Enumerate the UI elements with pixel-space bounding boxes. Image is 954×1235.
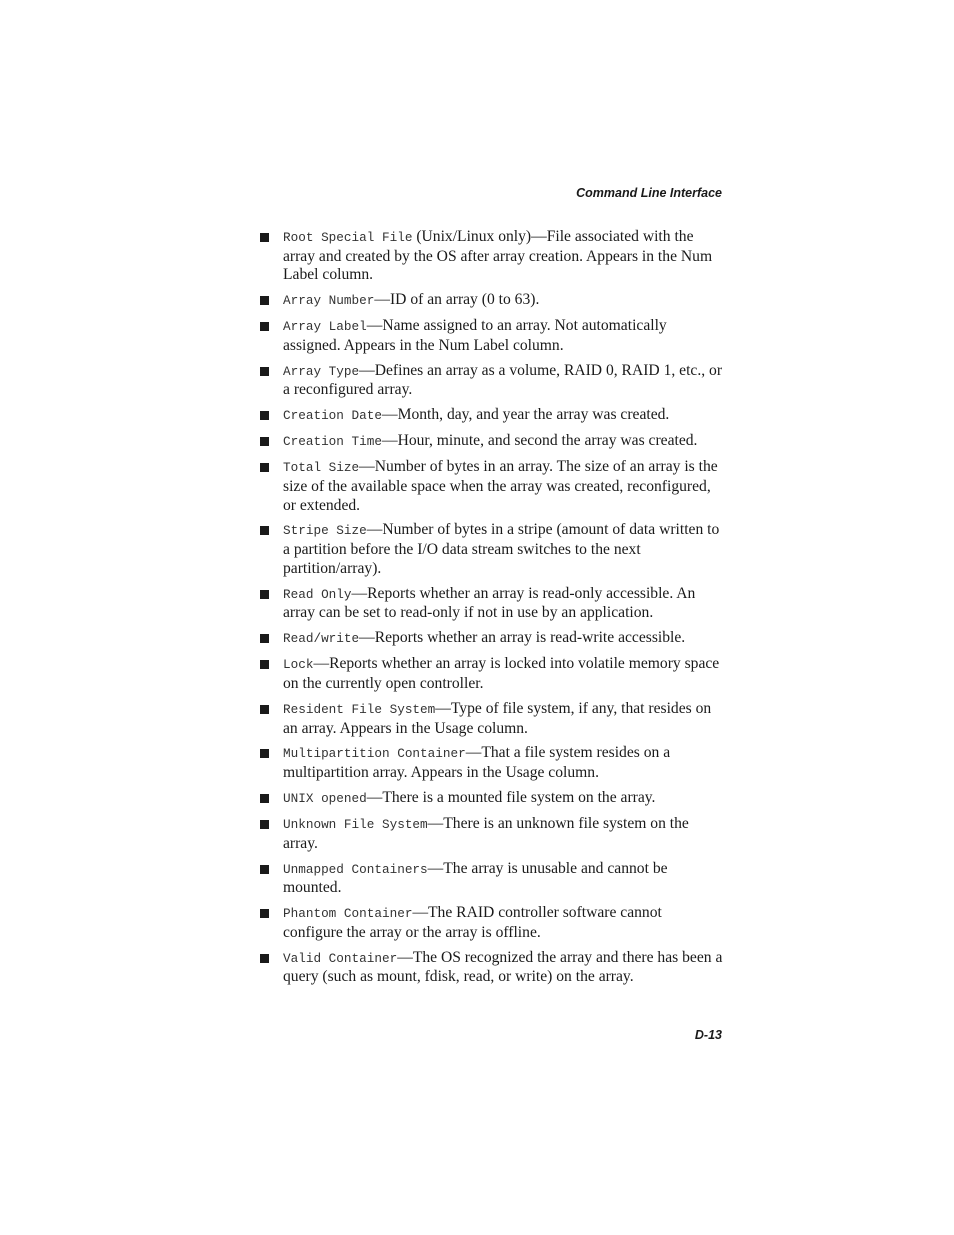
term: Lock bbox=[283, 657, 314, 673]
square-bullet-icon bbox=[260, 634, 269, 643]
list-item bbox=[260, 949, 725, 987]
square-bullet-icon bbox=[260, 233, 269, 242]
description: —Hour, minute, and second the array was created. bbox=[381, 432, 698, 450]
description: —Defines an array as a volume, RAID 0, RAID 1, etc., or a reconfigured array. bbox=[283, 361, 723, 399]
description: —Month, day, and year the array was created. bbox=[381, 406, 670, 424]
list-item bbox=[260, 228, 725, 285]
square-bullet-icon bbox=[260, 526, 269, 535]
definition-list bbox=[260, 228, 725, 993]
list-item bbox=[260, 815, 725, 853]
square-bullet-icon bbox=[260, 954, 269, 963]
square-bullet-icon bbox=[260, 322, 269, 331]
term: Creation Date bbox=[283, 408, 382, 424]
description: —Type of file system, if any, that resides on an array. Appears in the Usage column. bbox=[283, 699, 712, 737]
description: —The OS recognized the array and there has been a query (such as mount, fdisk, read, or write) on the array. bbox=[283, 948, 723, 986]
description: —Name assigned to an array. Not automatically assigned. Appears in the Num Label column. bbox=[283, 317, 667, 354]
term: Multipartition Container bbox=[283, 746, 466, 762]
description: —Reports whether an array is read-only accessible. An array can be set to read-only if not in use by an application. bbox=[283, 584, 696, 622]
description: (Unix/Linux only)—File associated with the array and created by the OS after array creation. Appears in the Num Label column. bbox=[283, 228, 713, 284]
list-item bbox=[260, 432, 725, 452]
term: Read Only bbox=[283, 586, 352, 602]
list-item bbox=[260, 362, 725, 400]
term: Creation Time bbox=[283, 434, 382, 450]
list-item bbox=[260, 860, 725, 898]
list-item bbox=[260, 629, 725, 649]
list-item bbox=[260, 789, 725, 809]
square-bullet-icon bbox=[260, 794, 269, 803]
term: Resident File System bbox=[283, 701, 436, 717]
list-item bbox=[260, 406, 725, 426]
square-bullet-icon bbox=[260, 463, 269, 472]
list-item bbox=[260, 521, 725, 578]
term: Stripe Size bbox=[283, 523, 367, 539]
square-bullet-icon bbox=[260, 865, 269, 874]
square-bullet-icon bbox=[260, 660, 269, 669]
list-item bbox=[260, 291, 725, 311]
description: —The array is unusable and cannot be mounted. bbox=[283, 859, 668, 897]
description: —There is a mounted file system on the array. bbox=[366, 789, 656, 807]
description: —Number of bytes in a stripe (amount of data written to a partition before the I/O data stream switches to the next partition/array). bbox=[283, 521, 720, 577]
description: —Reports whether an array is locked into volatile memory space on the currently open controller. bbox=[283, 655, 720, 692]
term: Array Number bbox=[283, 293, 375, 309]
list-item bbox=[260, 700, 725, 738]
list-item bbox=[260, 655, 725, 693]
term: Valid Container bbox=[283, 950, 398, 966]
running-header: Command Line Interface bbox=[576, 186, 722, 200]
square-bullet-icon bbox=[260, 367, 269, 376]
square-bullet-icon bbox=[260, 296, 269, 305]
term: Read/write bbox=[283, 631, 360, 647]
list-item bbox=[260, 585, 725, 623]
term: Phantom Container bbox=[283, 906, 413, 922]
page-number: D-13 bbox=[694, 1028, 722, 1042]
description: —There is an unknown file system on the array. bbox=[283, 814, 689, 852]
list-item bbox=[260, 744, 725, 782]
description: —Number of bytes in an array. The size of an array is the size of the available space when the array was created, reconfigured, or extended. bbox=[283, 458, 718, 514]
list-item bbox=[260, 317, 725, 355]
term: Unknown File System bbox=[283, 816, 428, 832]
square-bullet-icon bbox=[260, 749, 269, 758]
square-bullet-icon bbox=[260, 820, 269, 829]
term: Unmapped Containers bbox=[283, 861, 428, 877]
square-bullet-icon bbox=[260, 705, 269, 714]
term: Total Size bbox=[283, 460, 360, 476]
term: Array Type bbox=[283, 363, 360, 379]
term: Array Label bbox=[283, 319, 367, 335]
term: UNIX opened bbox=[283, 791, 367, 807]
term: Root Special File bbox=[283, 230, 413, 245]
description: —Reports whether an array is read-write accessible. bbox=[359, 629, 686, 647]
square-bullet-icon bbox=[260, 437, 269, 446]
description: —ID of an array (0 to 63). bbox=[374, 291, 540, 309]
square-bullet-icon bbox=[260, 411, 269, 420]
description: —The RAID controller software cannot configure the array or the array is offline. bbox=[283, 904, 662, 941]
list-item bbox=[260, 904, 725, 942]
square-bullet-icon bbox=[260, 909, 269, 918]
square-bullet-icon bbox=[260, 590, 269, 599]
description: —That a file system resides on a multipartition array. Appears in the Usage column. bbox=[283, 744, 671, 782]
list-item bbox=[260, 458, 725, 515]
